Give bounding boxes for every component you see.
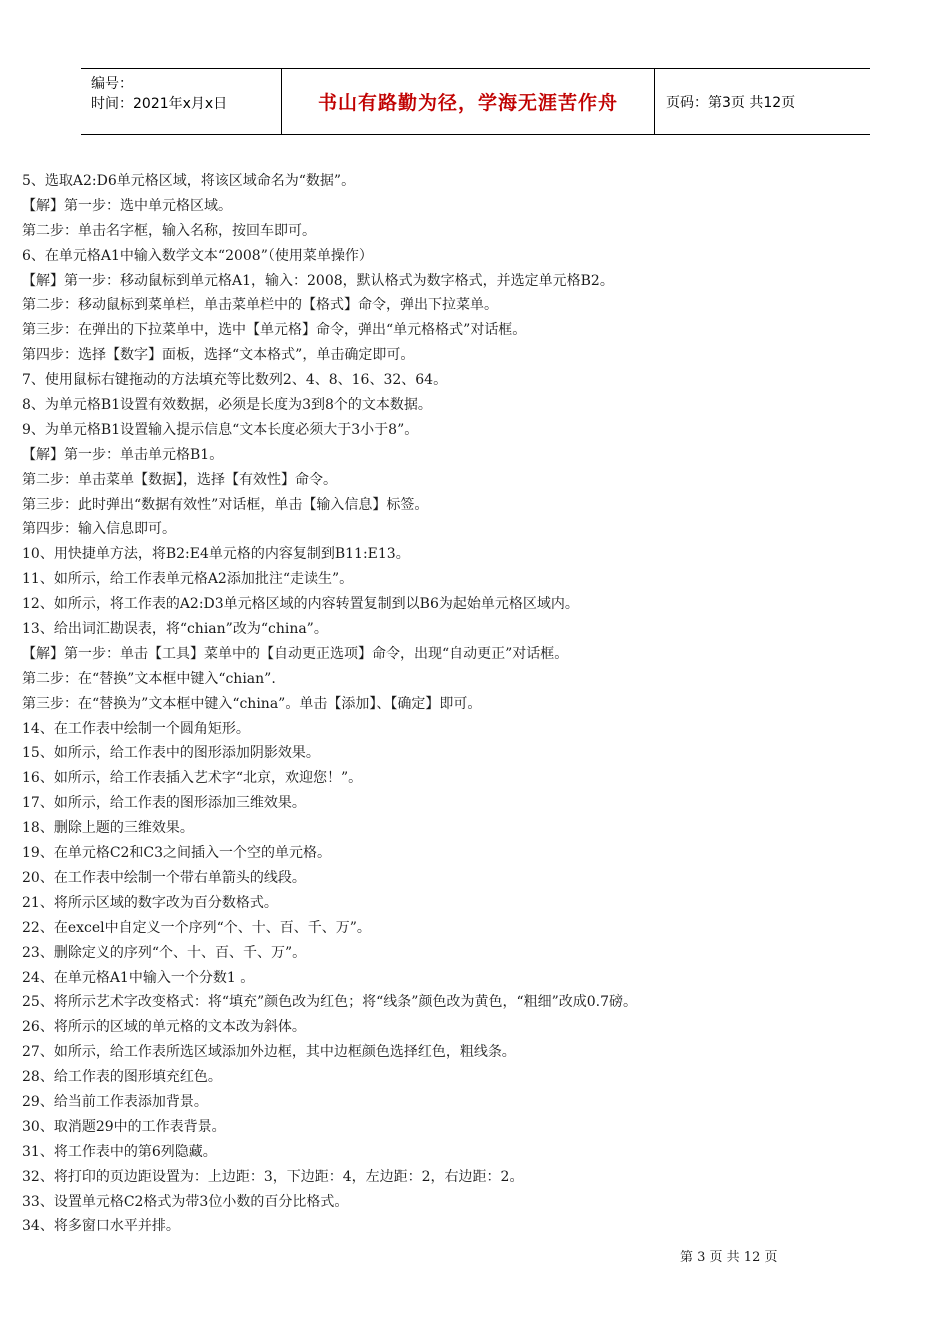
text-line: 第四步：输入信息即可。 (22, 521, 176, 538)
text-line: 第三步：在“替换为”文本框中键入“china”。单击【添加】、【确定】即可。 (22, 695, 482, 712)
text-line: 第四步：选择【数字】面板，选择“文本格式”，单击确定即可。 (22, 347, 415, 364)
text-line: 7、使用鼠标右键拖动的方法填充等比数列2、4、8、16、32、64。 (22, 372, 448, 389)
text-line: 28、给工作表的图形填充红色。 (22, 1069, 222, 1086)
text-line: 15、如所示，给工作表中的图形添加阴影效果。 (22, 745, 320, 762)
text-line: 14、在工作表中绘制一个圆角矩形。 (22, 720, 250, 737)
text-line: 33、设置单元格C2格式为带3位小数的百分比格式。 (22, 1193, 349, 1210)
header-motto: 书山有路勤为径，学海无涯苦作舟 (282, 69, 655, 134)
text-line: 13、给出词汇勘误表，将“chian”改为“china”。 (22, 621, 328, 638)
document-body (22, 169, 922, 1239)
text-line: 10、用快捷单方法，将B2:E4单元格的内容复制到B11:E13。 (22, 546, 410, 563)
text-line: 第二步：移动鼠标到菜单栏，单击菜单栏中的【格式】命令，弹出下拉菜单。 (22, 297, 498, 314)
text-line: 19、在单元格C2和C3之间插入一个空的单元格。 (22, 845, 332, 862)
serial-label: 编号： (91, 76, 133, 92)
text-line: 第二步：单击名字框，输入名称，按回车即可。 (22, 222, 316, 239)
text-line: 24、在单元格A1中输入一个分数1 。 (22, 969, 255, 986)
text-line: 第二步：单击菜单【数据】，选择【有效性】命令。 (22, 471, 337, 488)
text-line: 9、为单元格B1设置输入提示信息“文本长度必须大于3小于8”。 (22, 421, 419, 438)
text-line: 第三步：此时弹出“数据有效性”对话框，单击【输入信息】标签。 (22, 496, 429, 513)
time-label: 时间：2021年x月x日 (91, 96, 228, 112)
page-footer: 第 3 页 共 12 页 (680, 1250, 778, 1265)
text-line: 34、将多窗口水平并排。 (22, 1218, 180, 1235)
text-line: 18、删除上题的三维效果。 (22, 820, 194, 837)
text-line: 8、为单元格B1设置有效数据，必须是长度为3到8个的文本数据。 (22, 397, 432, 414)
text-line: 22、在excel中自定义一个序列“个、十、百、千、万”。 (22, 919, 371, 936)
text-line: 20、在工作表中绘制一个带右单箭头的线段。 (22, 869, 306, 886)
text-line: 【解】第一步：单击单元格B1。 (22, 446, 224, 463)
text-line: 25、将所示艺术字改变格式：将“填充”颜色改为红色；将“线条”颜色改为黄色，“粗细”改成0.7磅。 (22, 994, 638, 1011)
text-line: 第二步：在“替换”文本框中键入“chian”. (22, 670, 276, 687)
text-line: 第三步：在弹出的下拉菜单中，选中【单元格】命令，弹出“单元格格式”对话框。 (22, 322, 527, 339)
text-line: 27、如所示，给工作表所选区域添加外边框，其中边框颜色选择红色，粗线条。 (22, 1044, 516, 1061)
text-line: 30、取消题29中的工作表背景。 (22, 1118, 226, 1135)
text-line: 21、将所示区域的数字改为百分数格式。 (22, 894, 278, 911)
text-line: 6、在单元格A1中输入数学文本“2008”（使用菜单操作） (22, 247, 373, 264)
text-line: 29、给当前工作表添加背景。 (22, 1093, 208, 1110)
header-info-cell (81, 69, 282, 134)
text-line: 12、如所示，将工作表的A2:D3单元格区域的内容转置复制到以B6为起始单元格区域内。 (22, 596, 579, 613)
text-line: 17、如所示，给工作表的图形添加三维效果。 (22, 795, 306, 812)
text-line: 31、将工作表中的第6列隐藏。 (22, 1143, 217, 1160)
text-line: 【解】第一步：单击【工具】菜单中的【自动更正选项】命令，出现“自动更正”对话框。 (22, 645, 569, 662)
page-header (81, 68, 870, 135)
text-line: 【解】第一步：选中单元格区域。 (22, 197, 232, 214)
text-line: 23、删除定义的序列“个、十、百、千、万”。 (22, 944, 307, 961)
text-line: 26、将所示的区域的单元格的文本改为斜体。 (22, 1019, 306, 1036)
header-page-info: 页码：第3页 共12页 (666, 94, 796, 111)
text-line: 【解】第一步：移动鼠标到单元格A1，输入：2008，默认格式为数字格式，并选定单元格B2。 (22, 272, 614, 289)
text-line: 32、将打印的页边距设置为：上边距：3，下边距：4，左边距：2，右边距：2。 (22, 1168, 524, 1185)
text-line: 5、选取A2:D6单元格区域，将该区域命名为“数据”。 (22, 173, 356, 189)
text-line: 16、如所示，给工作表插入艺术字“北京，欢迎您！”。 (22, 770, 363, 787)
text-line: 11、如所示，给工作表单元格A2添加批注“走读生”。 (22, 571, 354, 588)
